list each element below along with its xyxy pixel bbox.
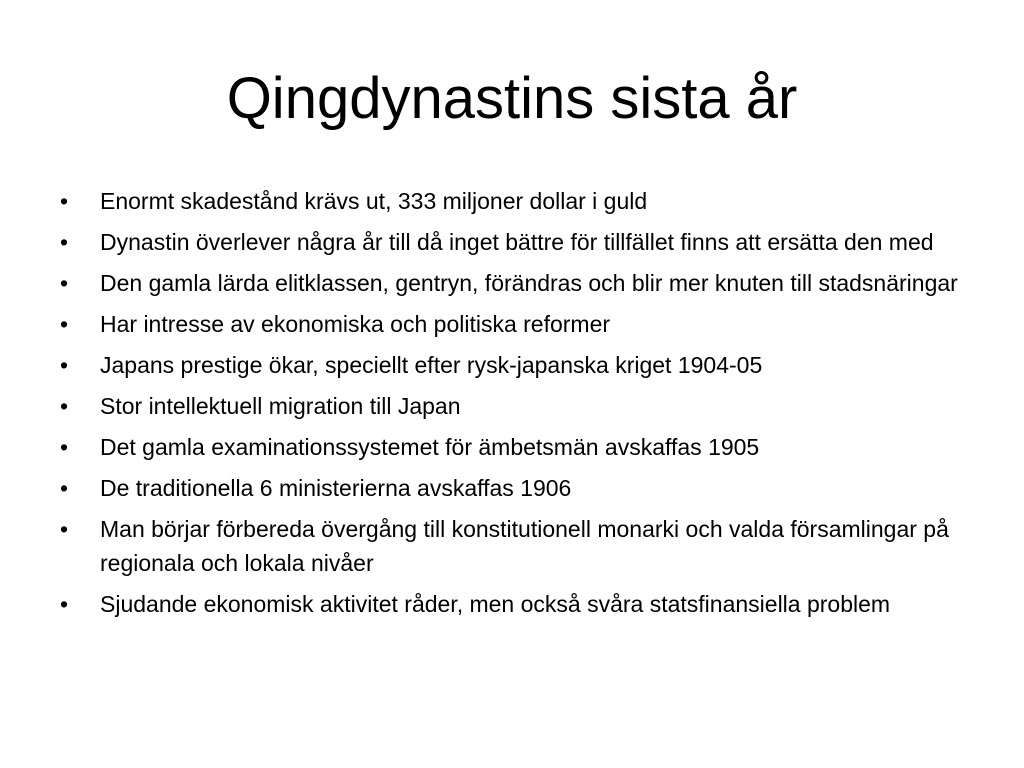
slide-title: Qingdynastins sista år <box>226 66 798 131</box>
bullet-marker-icon: • <box>60 188 69 214</box>
bullet-item <box>60 184 960 218</box>
bullet-marker-icon: • <box>60 229 69 255</box>
bullet-marker-icon: • <box>60 393 69 419</box>
bullet-text: De traditionella 6 ministerierna avskaffas 1906 <box>100 475 572 501</box>
bullet-marker-icon: • <box>60 311 69 337</box>
bullet-item <box>60 225 960 259</box>
bullet-marker-icon: • <box>60 352 69 378</box>
bullet-item <box>60 587 960 621</box>
bullet-item <box>60 348 960 382</box>
bullet-text: Sjudande ekonomisk aktivitet råder, men också svåra statsfinansiella problem <box>100 591 891 617</box>
bullet-marker-icon: • <box>60 516 69 542</box>
bullet-text: Den gamla lärda elitklassen, gentryn, förändras och blir mer knuten till stadsnäringar <box>100 270 958 296</box>
bullet-text: Enormt skadestånd krävs ut, 333 miljoner dollar i guld <box>100 188 648 214</box>
bullet-item <box>60 471 960 505</box>
bullet-text: Japans prestige ökar, speciellt efter rysk-japanska kriget 1904-05 <box>100 352 763 378</box>
bullet-item <box>60 389 960 423</box>
bullet-item <box>60 307 960 341</box>
bullet-marker-icon: • <box>60 434 69 460</box>
bullet-list <box>60 184 960 628</box>
bullet-text: Man börjar förbereda övergång till konstitutionell monarki och valda församlingar på regionala och lokala nivåer <box>100 516 949 576</box>
bullet-text: Det gamla examinationssystemet för ämbetsmän avskaffas 1905 <box>100 434 760 460</box>
bullet-item <box>60 266 960 300</box>
bullet-marker-icon: • <box>60 475 69 501</box>
bullet-text: Stor intellektuell migration till Japan <box>100 393 461 419</box>
bullet-marker-icon: • <box>60 270 69 296</box>
bullet-item <box>60 430 960 464</box>
bullet-item <box>60 512 960 580</box>
bullet-text: Har intresse av ekonomiska och politiska reformer <box>100 311 611 337</box>
bullet-text: Dynastin överlever några år till då inget bättre för tillfället finns att ersätta den med <box>100 229 934 255</box>
bullet-marker-icon: • <box>60 591 69 617</box>
